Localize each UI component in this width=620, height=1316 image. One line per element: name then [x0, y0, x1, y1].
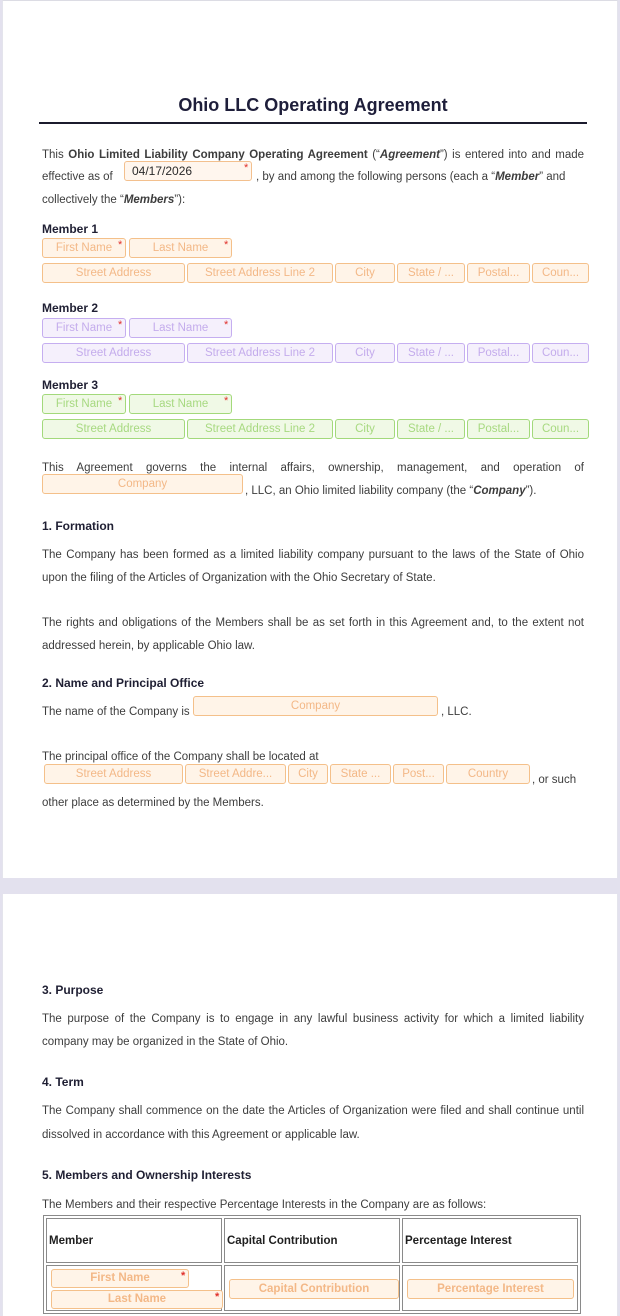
office-state-field[interactable]: State ... — [330, 764, 391, 784]
table-header-percentage: Percentage Interest — [402, 1218, 578, 1263]
table-row — [46, 1265, 578, 1311]
member-2-city-field[interactable]: City — [335, 343, 395, 363]
member-3-postal-field[interactable]: Postal... — [467, 419, 530, 439]
table-header-member: Member — [46, 1218, 222, 1263]
office-street-field[interactable]: Street Address — [44, 764, 183, 784]
members-term: Members — [123, 194, 175, 206]
section-1-para-2-line-2: addressed herein, by applicable Ohio law. — [42, 640, 255, 652]
member-1-state-field[interactable]: State / ... — [397, 263, 465, 283]
table-cell-member — [46, 1265, 222, 1311]
table-cell-capital — [224, 1265, 400, 1311]
member-3-label: Member 3 — [42, 378, 99, 392]
member-1-postal-field[interactable]: Postal... — [467, 263, 530, 283]
member-1-street2-field[interactable]: Street Address Line 2 — [187, 263, 333, 283]
member-3-last-name-field[interactable]: Last Name — [129, 394, 232, 414]
governs-text: ”). — [525, 485, 537, 497]
member-2-first-name-field[interactable]: First Name — [42, 318, 126, 338]
required-marker: * — [118, 319, 123, 331]
intro-text: ”) is entered into and made — [439, 149, 585, 161]
document-page-1 — [2, 0, 618, 878]
title-divider — [39, 122, 587, 124]
intro-text: ” and — [539, 171, 566, 183]
llc-suffix: , LLC. — [441, 706, 472, 718]
member-3-state-field[interactable]: State / ... — [397, 419, 465, 439]
intro-text: , by and among the following persons (each a “ — [256, 171, 496, 183]
members-interest-table — [43, 1215, 581, 1314]
section-1-heading: 1. Formation — [42, 519, 115, 533]
section-3-line-2: company may be organized in the State of Ohio. — [42, 1036, 289, 1048]
office-or-such: , or such — [532, 774, 577, 786]
member-2-street-field[interactable]: Street Address — [42, 343, 185, 363]
table-header-capital: Capital Contribution — [224, 1218, 400, 1263]
member-2-country-field[interactable]: Coun... — [532, 343, 589, 363]
member-3-street2-field[interactable]: Street Address Line 2 — [187, 419, 333, 439]
intro-text: This — [42, 149, 69, 161]
member-1-first-name-field[interactable]: First Name — [42, 238, 126, 258]
company-name-field[interactable]: Company — [42, 474, 243, 494]
office-street2-field[interactable]: Street Addre... — [185, 764, 286, 784]
intro-text: collectively the “ — [42, 194, 124, 206]
section-1-para-1-line-1: The Company has been formed as a limited liability company pursuant to the laws of the State of Ohio — [42, 549, 584, 561]
section-3-heading: 3. Purpose — [42, 983, 104, 997]
agreement-name: Ohio Limited Liability Company Operating Agreement — [68, 149, 368, 161]
intro-text: (“ — [367, 149, 380, 161]
agreement-term: Agreement — [379, 149, 440, 161]
office-postal-field[interactable]: Post... — [393, 764, 444, 784]
section-5-heading: 5. Members and Ownership Interests — [42, 1168, 252, 1182]
intro-effective-label: effective as of — [42, 171, 113, 183]
required-marker: * — [224, 239, 229, 251]
office-city-field[interactable]: City — [288, 764, 328, 784]
member-1-last-name-field[interactable]: Last Name — [129, 238, 232, 258]
member-2-last-name-field[interactable]: Last Name — [129, 318, 232, 338]
required-marker: * — [224, 319, 229, 331]
effective-date-field[interactable]: 04/17/2026 — [124, 161, 252, 181]
required-marker: * — [118, 239, 123, 251]
member-3-country-field[interactable]: Coun... — [532, 419, 589, 439]
table-last-name-field[interactable]: Last Name — [51, 1290, 223, 1309]
member-term: Member — [495, 171, 540, 183]
required-marker: * — [118, 395, 123, 407]
section-4-line-2: dissolved in accordance with this Agreement or applicable law. — [42, 1129, 360, 1141]
table-first-name-field[interactable]: First Name — [51, 1269, 189, 1288]
company-name-label: The name of the Company is — [42, 706, 190, 718]
table-capital-field[interactable]: Capital Contribution — [229, 1279, 399, 1299]
required-marker: * — [224, 395, 229, 407]
section-4-heading: 4. Term — [42, 1075, 84, 1089]
document-page-2 — [2, 894, 618, 1316]
member-2-state-field[interactable]: State / ... — [397, 343, 465, 363]
member-2-street2-field[interactable]: Street Address Line 2 — [187, 343, 333, 363]
section-1-para-1-line-2: upon the filing of the Articles of Organization with the Ohio Secretary of State. — [42, 572, 436, 584]
document-title: Ohio LLC Operating Agreement — [178, 95, 448, 115]
required-marker: * — [215, 1291, 220, 1303]
member-3-street-field[interactable]: Street Address — [42, 419, 185, 439]
member-3-city-field[interactable]: City — [335, 419, 395, 439]
required-marker: * — [244, 162, 249, 174]
governs-text: , LLC, an Ohio limited liability company (the “ — [245, 485, 474, 497]
member-2-postal-field[interactable]: Postal... — [467, 343, 530, 363]
section-1-para-2-line-1: The rights and obligations of the Members shall be as set forth in this Agreement and, to the extent not — [42, 617, 584, 629]
member-1-city-field[interactable]: City — [335, 263, 395, 283]
member-3-first-name-field[interactable]: First Name — [42, 394, 126, 414]
member-2-label: Member 2 — [42, 301, 99, 315]
intro-line-2 — [256, 170, 565, 184]
company-term: Company — [473, 485, 526, 497]
member-1-country-field[interactable]: Coun... — [532, 263, 589, 283]
principal-office-label: The principal office of the Company shall be located at — [42, 751, 319, 763]
member-1-street-field[interactable]: Street Address — [42, 263, 185, 283]
table-percentage-field[interactable]: Percentage Interest — [407, 1279, 574, 1299]
governs-line-1: This Agreement governs the internal affairs, ownership, management, and operation of — [42, 462, 584, 474]
office-country-field[interactable]: Country — [446, 764, 530, 784]
intro-line-3 — [42, 193, 185, 207]
office-other-place: other place as determined by the Members. — [42, 797, 264, 809]
governs-line-2 — [245, 484, 536, 498]
section-2-heading: 2. Name and Principal Office — [42, 676, 205, 690]
section-5-intro: The Members and their respective Percentage Interests in the Company are as follows: — [42, 1199, 487, 1211]
table-cell-percentage — [402, 1265, 578, 1311]
required-marker: * — [181, 1270, 186, 1282]
section-4-line-1: The Company shall commence on the date the Articles of Organization were filed and shall continue until — [42, 1105, 584, 1117]
table-header-row — [46, 1218, 578, 1263]
company-name-field-2[interactable]: Company — [193, 696, 438, 716]
intro-text: ”): — [174, 194, 186, 206]
section-3-line-1: The purpose of the Company is to engage in any lawful business activity for which a limited liability — [42, 1013, 584, 1025]
member-1-label: Member 1 — [42, 222, 99, 236]
intro-line-1 — [42, 148, 584, 162]
